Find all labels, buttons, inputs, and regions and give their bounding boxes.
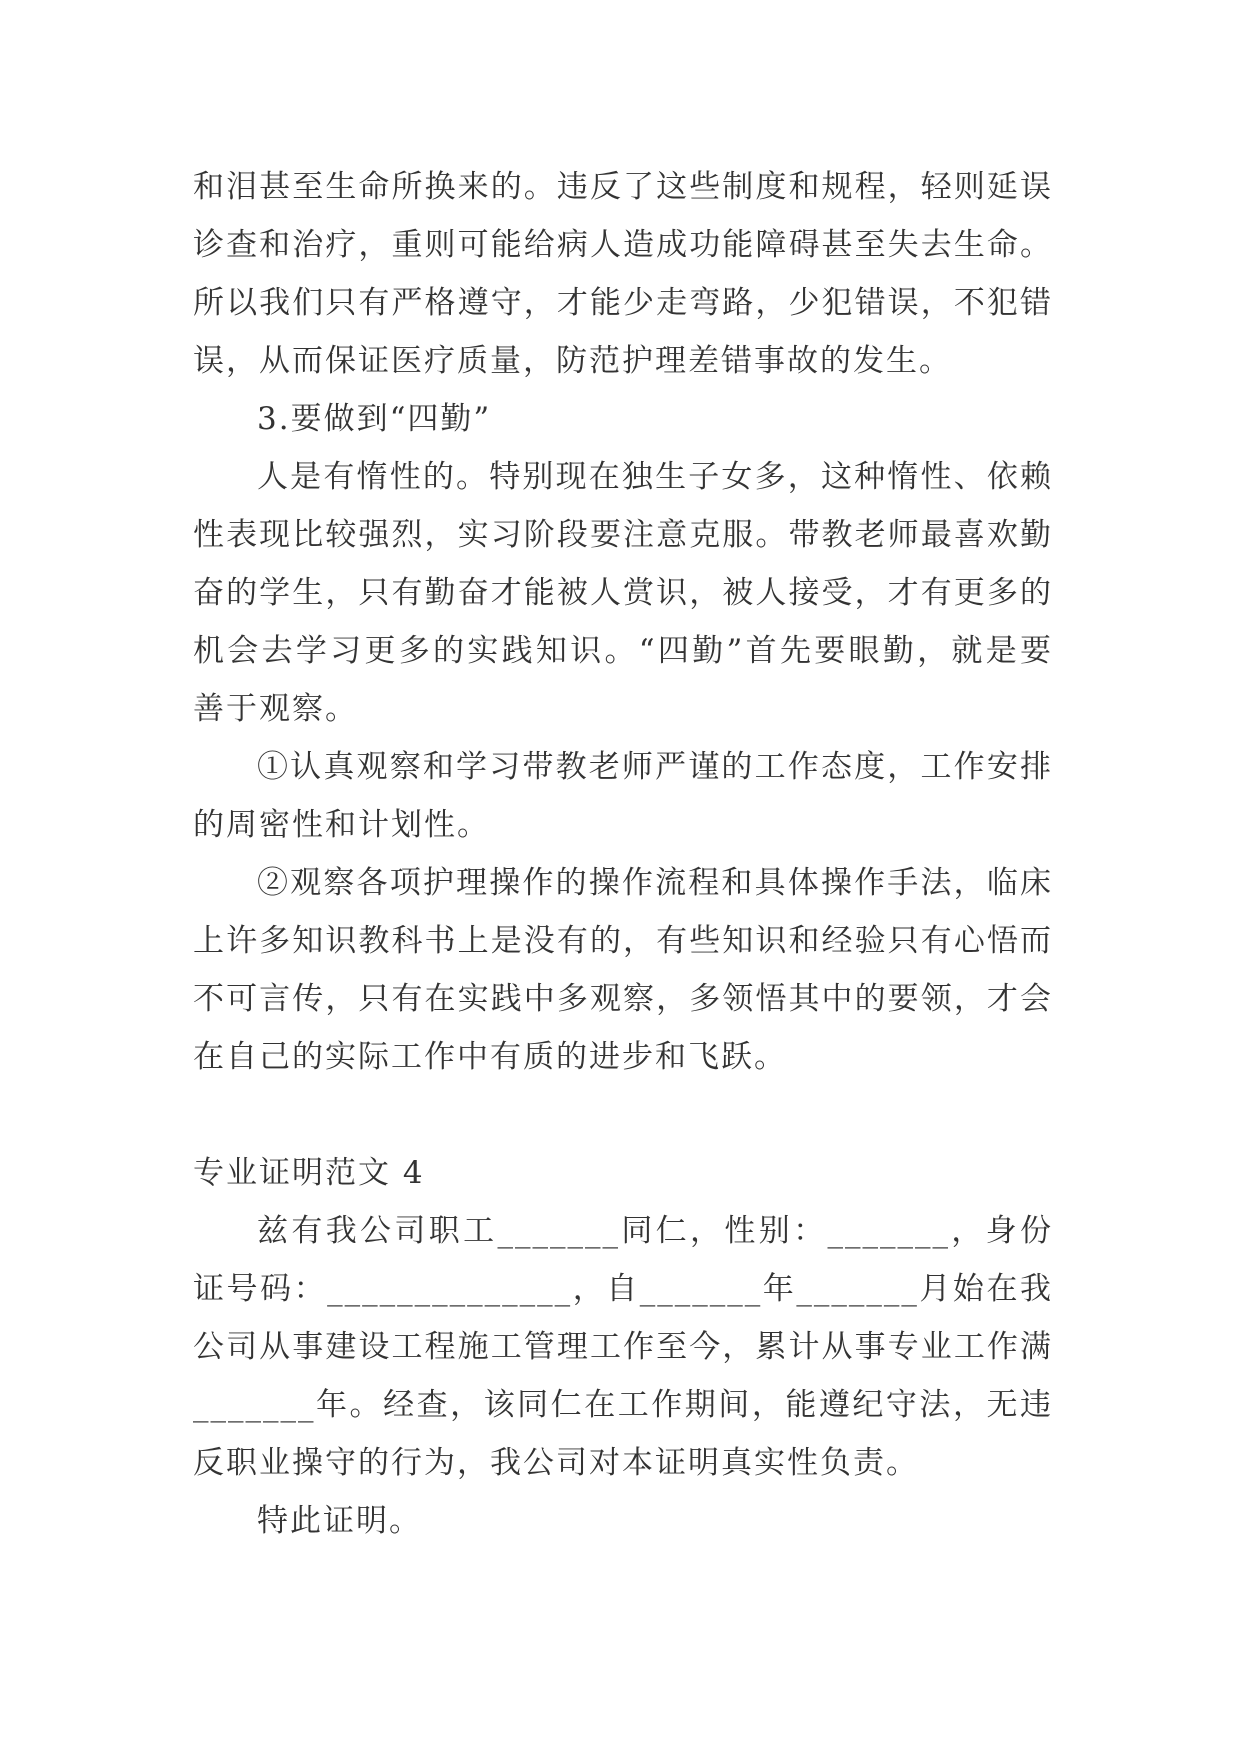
document-page	[193, 158, 1053, 1550]
section-gap	[193, 1086, 1053, 1144]
paragraph-laziness: 人是有惰性的。特别现在独生子女多，这种惰性、依赖性表现比较强烈，实习阶段要注意克服。带教老师最喜欢勤奋的学生，只有勤奋才能被人赏识，被人接受，才有更多的机会去学习更多的实践知识。“四勤”首先要眼勤，就是要善于观察。	[193, 459, 1053, 727]
paragraph-rules-consequence: 和泪甚至生命所换来的。违反了这些制度和规程，轻则延误诊查和治疗，重则可能给病人造成功能障碍甚至失去生命。所以我们只有严格遵守，才能少走弯路，少犯错误，不犯错误，从而保证医疗质量，防范护理差错事故的发生。	[193, 169, 1053, 379]
paragraph-certificate-body: 兹有我公司职工_______同仁，性别：_______，身份证号码：______________，自_______年_______月始在我公司从事建设工程施工管理工作至今，累计从事专业工作满_______年。经查，该同仁在工作期间，能遵纪守法，无违反职业操守的行为，我公司对本证明真实性负责。	[193, 1213, 1053, 1481]
section-title: 专业证明范文 4	[193, 1155, 425, 1191]
paragraph-certificate-closing: 特此证明。	[257, 1503, 422, 1539]
paragraph-observe-operations: ②观察各项护理操作的操作流程和具体操作手法，临床上许多知识教科书上是没有的，有些知识和经验只有心悟而不可言传，只有在实践中多观察，多领悟其中的要领，才会在自己的实际工作中有质的进步和飞跃。	[193, 865, 1053, 1075]
subheading-four-diligences: 3.要做到“四勤”	[257, 401, 492, 437]
paragraph-observe-attitude: ①认真观察和学习带教老师严谨的工作态度，工作安排的周密性和计划性。	[193, 749, 1053, 843]
